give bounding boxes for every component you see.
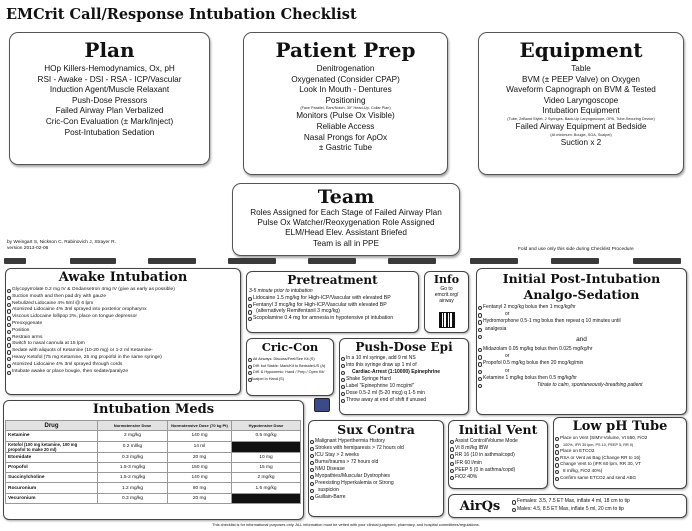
list-item: Sedate with aliquots of Ketamine (10-20 mg) or 1-2 ml Ketamine- [6,348,240,355]
table-cell: 0.5 mg/kg [232,431,301,441]
list-item: Myopathies/Muscular Dystrophies [309,473,443,480]
table-cell: 1.6 mg/kg [232,483,301,493]
list-item: Ketamine 1 mg/kg bolus then 0.5 mg/kg/hr [477,375,686,382]
list-item: Propofol 0.5 mg/kg bolus then 20 mcg/kg/min [477,360,686,367]
info-line: airway [439,298,454,304]
post-intubation-sedation-box [476,268,687,415]
list-item: Place on ETCO2 [554,448,686,455]
epi-vial-icon [314,398,330,412]
awake-title: Awake Intubation [58,270,188,285]
team-title: Team [317,186,375,208]
initial-vent-box [448,420,548,489]
table-row [6,483,301,493]
team-line: Pulse Ox Watcher/Reoxygenation Role Assigned [257,218,435,228]
table-cell: Vecuronium [6,493,98,503]
list-item: Viscous Lidocaine lollipop 2%, place on tongue depressor [6,314,240,321]
team-line: Team is all in PPE [313,238,379,248]
blacked-out-cell [232,493,301,503]
fold-note: Fold and use only this side during Checklist Procedure [518,247,634,252]
airqs-box [448,494,687,518]
list-item: FiO2 40% [449,474,547,481]
post-intubation-title: Initial Post-Intubation [502,271,661,286]
list-item: Throw away at end of shift if unused [340,397,468,404]
table-header: Normotensive Dose (70 kg Pt) [168,421,232,431]
sux-contra-box [308,420,444,517]
initial-vent-title: Initial Vent [458,422,538,437]
list-item: Scalpel In Hand (S) [247,376,333,383]
list-item: Strokes with hemiparesis > 72 hours old [309,445,443,452]
prep-line: Reliable Access [316,121,375,131]
intubation-meds-table [5,420,301,504]
list-item: PEEP 5 (0 in asthma/copd) [449,467,547,474]
list-item: Heavy Ketofol (75 mg Ketamine, 25 mg propofol in the same syringe) [6,355,240,362]
equip-note: (Tube, 2xBand Stylet, 2 Syringes, Back-Up Laryngoscope, OPA, Tube-Securing Device) [507,116,655,121]
list-item: Fentanyl 3 mcg/kg for High-ICP/Vascular with elevated BP [247,302,418,309]
table-cell: Etomidate [6,452,98,462]
equip-line: Table [571,64,591,73]
list-item: Change Vent to (IFR 60 lpm, RR 30, VT [554,461,686,468]
equip-line: Failed Airway Equipment at Bedside [515,121,647,131]
list-item: Glycopyrrolate 0.2 mg IV & Ondansetron 4mg IV (give as early as possible) [6,287,240,294]
list-item: Dose 0.5-2 ml (5-20 mcg) q 1-5 min [340,390,468,397]
table-cell: 150 mg [168,462,232,472]
connector-text: or [477,353,686,360]
list-item: 8 ml/kg, FiO2 40%) [554,468,686,475]
list-item: Into this syringe draw up 1 ml of [340,362,468,369]
plan-lines [10,64,209,138]
table-cell: 80 mg [168,483,232,493]
page-title: EMCrit Call/Response Intubation Checklist [6,6,357,23]
list-item: Malignant Hyperthermia History [309,438,443,445]
table-cell: 2 mg/kg [232,473,301,483]
table-cell: 20 mg [168,452,232,462]
list-item: Titrate to calm, spontaneously-breathing patient [477,382,686,389]
plan-line: Post-Intubation Sedation [64,127,155,137]
patient-prep-box [243,32,448,175]
table-header: Normotensive Dose [98,421,168,431]
airqs-title: AirQs [459,498,501,514]
prep-line: Denitrogenation [316,64,375,73]
low-ph-tube-title: Low pH Tube [572,419,668,434]
list-item: All Airways: Discuss/Feel/See Kit (S) [247,356,333,363]
list-item: Atomized Lidocaine 4% 3ml sprayed through cords [6,362,240,369]
list-item: Scopolamine 0.4 mg for amnesia in hypotensive pt intubation [247,315,418,322]
list-item: Females: 3.5, 7.5 ET Max, inflate 4 ml, 18 cm to tip [511,498,630,506]
plan-line: Push-Dose Pressors [71,95,148,105]
plan-title: Plan [84,38,135,62]
table-row [6,441,301,452]
credits [7,240,116,252]
plan-line: RSI - Awake - DSI - RSA - ICP/Vascular [37,74,182,84]
table-cell: 1.2 mg/kg [98,483,168,493]
push-dose-epi-box [339,338,469,415]
table-row [6,473,301,483]
team-line: Roles Assigned for Each Stage of Failed Airway Plan [250,208,442,217]
version: version 2013-02-06 [7,246,49,251]
table-cell: Propofol [6,462,98,472]
list-item: Confirm same ETCO2 and send ABG [554,475,686,482]
pretreatment-sub: 3-5 minute prior to intubation [249,288,313,294]
equip-line: BVM (± PEEP Valve) on Oxygen [522,74,640,84]
equip-line: Waveform Capnograph on BVM & Tested [506,85,656,95]
list-item: Suction mouth and then pad dry with gauze [6,294,240,301]
list-item: Cardiac-Arrest (1:10000) Epinephrine [340,369,468,376]
prep-note: (Face Parallel, Ears/Notch, 30° Head-Up, Collar Plan) [300,106,391,111]
list-item: Place on Vent (SIMV-Volume, Vt 550, FiO2 [554,435,686,442]
list-item: Label "Epinephrine 10 mcg/ml" [340,383,468,390]
table-cell: Ketofol (100 mg ketamine, 100 mg propofol to make 20 ml) [6,441,98,452]
list-item: Diff. but Stable: Mark/Kit to Bedside/US (A) [247,363,333,370]
patient-prep-title: Patient Prep [275,38,416,62]
cric-con-box [246,338,334,396]
list-item: Preexisting Hyperkalemia or Strong [309,480,443,487]
table-cell: 1.5-3 mg/kg [98,462,168,472]
table-cell: Ketamine [6,431,98,441]
prep-line: Monitors (Pulse Ox Visible) [296,111,395,121]
list-item: Lidocaine 1.5 mg/kg for High-ICP/Vascular with elevated BP [247,295,418,302]
list-item: suspicion [309,487,443,494]
list-item: (alternatively Remifentanil 3 mcg/kg) [247,308,418,315]
table-cell: 0.3 mg/kg [98,452,168,462]
list-item: NMJ Disease [309,466,443,473]
table-cell: Succinylcholine [6,473,98,483]
table-cell: 20 mg [168,493,232,503]
team-line: ELM/Head Elev. Assistant Briefed [285,228,407,238]
table-row [6,462,301,472]
footer-disclaimer: This checklist is for informational purposes only. ALL information must be vetted with your clinical judgment, pharmacy, and hospital committees/regulations. [212,522,480,527]
prep-line: Nasal Prongs for ApOx [303,132,388,142]
table-cell: 10 mg [232,452,301,462]
list-item: Vt 8 ml/kg IBW [449,445,547,452]
plan-line: Cric-Con Evaluation (± Mark/Inject) [45,116,174,126]
table-cell: Rocuronium [6,483,98,493]
table-cell: 140 mg [168,431,232,441]
table-cell: 0.3 mg/kg [98,493,168,503]
prep-line: Oxygenated (Consider CPAP) [291,74,400,84]
list-item: Burns/trauma > 72 hours old [309,459,443,466]
pretreatment-title: Pretreatment [287,273,378,287]
list-item: Switch to nasal cannula at 15 lpm [6,341,240,348]
list-item: Restrain arms [6,335,240,342]
table-cell: 1.5-2 mg/kg [98,473,168,483]
list-item: Males: 4.5, 8.5 ET Max, inflate 5 ml, 20 cm to tip [511,506,630,514]
equipment-title: Equipment [519,38,643,62]
table-cell: 2 mg/kg [98,431,168,441]
prep-line: ± Gastric Tube [318,143,373,153]
list-item: Fentanyl 2 mcg/kg bolus then 1 mcg/kg/hr [477,304,686,311]
list-item: Guillain-Barre [309,494,443,501]
connector-text: or [477,311,686,318]
connector-text: or [477,368,686,375]
list-item: Hydromorphone 0.5-1 mg bolus then repeat q 10 minutes until [477,318,686,325]
list-item: RSA or Vent as Bag (Change RR to 16) [554,455,686,462]
push-dose-epi-title: Push-Dose Epi [355,340,453,354]
info-box [424,271,469,333]
connector-text: and [477,333,686,346]
intubation-meds-title: Intubation Meds [92,402,215,417]
info-line: emcrit.org/ [434,292,459,298]
plan-box [9,32,210,165]
low-ph-tube-box [553,417,687,489]
authors: by Weingart S, Nickson C, Rabinovich J, Strayer R. [7,240,116,245]
table-cell: 15 mg [232,462,301,472]
cric-con-title: Cric-Con [261,340,319,354]
equip-line: Suction x 2 [560,137,602,147]
plan-line: HOp Killers-Hemodynamics, Ox, pH [44,64,175,73]
table-header: Drug [6,421,98,431]
equip-line: Video Laryngoscope [543,95,619,105]
blacked-out-cell [232,441,301,452]
list-item: ICU Stay > 2 weeks [309,452,443,459]
analgo-sedation-title: Analgo-Sedation [523,287,640,302]
qr-code [439,312,455,328]
list-item: RR 16 (10 in asthma/copd) [449,452,547,459]
prep-line: Positioning [325,95,366,105]
list-item: Position [6,328,240,335]
table-header: Hypotensive Dose [232,421,301,431]
awake-intubation-box [5,268,241,395]
list-item: 100%, IFR 30 lpm, PS 10, PEEP 5, RR 0) [554,442,686,449]
list-item: Assist Control/Volume Mode [449,438,547,445]
info-title: Info [433,273,460,286]
list-item: Preoxygenate [6,321,240,328]
pretreatment-box [246,271,419,333]
list-item: Diff. & Hypoxemic: Hand / Prep / Open Kit/ [247,369,333,376]
equip-line: Intubation Equipment [542,106,620,116]
list-item: analgesia [477,326,686,333]
list-item: Shake Syringe Hard [340,376,468,383]
list-item: Intubate awake or place bougie, then sedate/paralyze [6,369,240,376]
plan-line: Failed Airway Plan Verbalized [55,106,164,116]
list-item: Atomized Lidocaine 4% 3ml sprayed into posterior oropharynx [6,307,240,314]
table-cell: 140 mg [168,473,232,483]
team-box [232,183,460,256]
table-cell: 0.2 ml/kg [98,441,168,452]
info-line: Go to [440,286,453,292]
list-item: Midazolam 0.05 mg/kg bolus then 0.025 mg/kg/hr [477,346,686,353]
table-row [6,431,301,441]
list-item: IFR 60 l/min [449,460,547,467]
list-item: Nebulized Lidocaine 4% 5ml @ 6 lpm [6,301,240,308]
sux-contra-title: Sux Contra [337,422,415,437]
plan-line: Induction Agent/Muscle Relaxant [49,85,170,95]
equipment-box [478,32,684,175]
list-item: In a 10 ml syringe, add 9 ml NS [340,355,468,362]
equip-note: (At minimum: Bougie, SGA, Scalpel) [550,132,612,137]
table-cell: 14 ml [168,441,232,452]
table-row [6,493,301,503]
table-row [6,452,301,462]
prep-line: Look In Mouth - Dentures [299,85,392,95]
